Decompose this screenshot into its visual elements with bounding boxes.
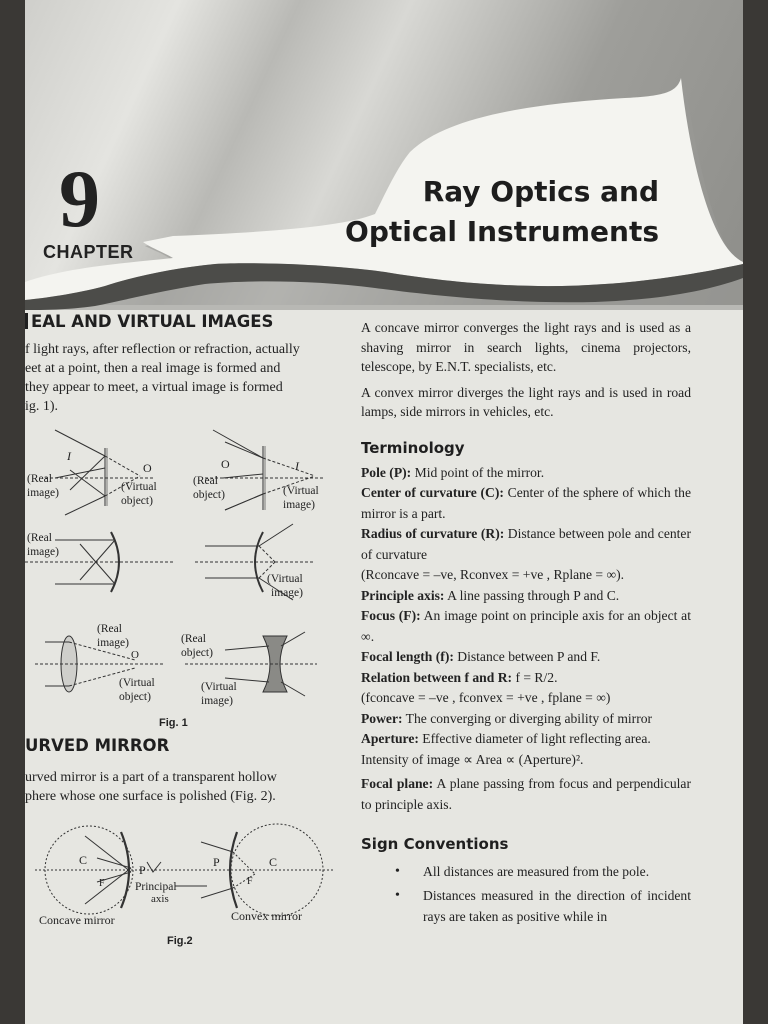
fig1-f-real-object-1: (Real xyxy=(181,633,206,645)
fig2-concave xyxy=(35,826,335,914)
fig1-e-real-image-2: image) xyxy=(97,637,129,649)
chapter-word: CHAPTER xyxy=(43,242,134,262)
fig2-concave-label: Concave mirror xyxy=(39,913,115,927)
fig1-a-real-image-1: (Real xyxy=(27,473,52,485)
term-pole: Pole (P): Mid point of the mirror. xyxy=(361,464,545,480)
term-relation: Relation between f and R: f = R/2. xyxy=(361,669,558,685)
section1-line: f light rays, after reflection or refraction, actually xyxy=(25,342,300,357)
left-column xyxy=(25,312,347,952)
term-focal-signs: (fconcave = –ve , fconvex = +ve , fplane = ∞) xyxy=(361,690,611,705)
chapter-number: 9 xyxy=(59,153,100,244)
fig1-O-label-a: O xyxy=(143,461,152,475)
fig1-c-real-image-1: (Real xyxy=(27,532,52,544)
term-power: Power: The converging or diverging ability of mirror xyxy=(361,710,653,726)
fig2-C-left: C xyxy=(79,853,88,867)
fig1-f-virtual-image-2: image) xyxy=(201,695,233,707)
right-column xyxy=(361,318,691,927)
fig2-caption: Fig.2 xyxy=(167,935,193,947)
section-heading-real-virtual: EAL AND VIRTUAL IMAGES xyxy=(25,312,347,331)
fig2-principal-1: Principal xyxy=(135,881,177,893)
sign-conventions-list xyxy=(361,861,691,927)
chapter-title xyxy=(335,172,659,252)
fig1-caption: Fig. 1 xyxy=(159,717,188,729)
title-line-1: Ray Optics and xyxy=(422,175,659,208)
textbook-page xyxy=(25,0,743,1024)
chapter-banner xyxy=(25,0,743,310)
term-focal-plane: Focal plane: A plane passing from focus and perpendicular to principle axis. xyxy=(361,776,691,812)
section2-paragraph xyxy=(25,768,347,806)
fig2-principal-2: axis xyxy=(151,893,169,905)
fig1-b-real-object-1: (Real xyxy=(193,475,218,487)
term-focus: Focus (F): An image point on principle axis for an object at ∞. xyxy=(361,608,691,644)
term-aperture: Aperture: Effective diameter of light reflecting area. xyxy=(361,731,651,746)
section1-line: eet at a point, then a real image is formed and xyxy=(25,361,281,376)
fig1-b-virtual-image-1: (Virtual xyxy=(283,485,319,497)
fig2-axis-pointer xyxy=(147,862,161,872)
fig1-f-real-object-2: object) xyxy=(181,647,213,659)
fig2-P-right: P xyxy=(213,855,220,869)
list-item: • Distances measured in the direction of incident rays are taken as positive while in xyxy=(361,885,691,927)
fig1-e-real-image-1: (Real xyxy=(97,623,122,635)
term-principle-axis: Principle axis: A line passing through P and C. xyxy=(361,587,620,603)
fig1-c-real-image-2: image) xyxy=(27,546,59,558)
term-center-of-curvature: Center of curvature (C): Center of the sphere of which the mirror is a part. xyxy=(361,485,691,521)
fig2-convex-label: Convex mirror xyxy=(231,909,302,923)
fig1-e-O-label: O xyxy=(131,649,139,661)
section2-line: phere whose one surface is polished (Fig. 2). xyxy=(25,789,276,804)
fig1-O-label-b: O xyxy=(221,457,230,471)
title-line-2: Optical Instruments xyxy=(345,215,659,248)
fig1-e-virtual-object-1: (Virtual xyxy=(119,677,155,689)
section1-line: ig. 1). xyxy=(25,399,59,414)
terminology-heading: Terminology xyxy=(361,438,465,457)
section1-line: they appear to meet, a virtual image is formed xyxy=(25,380,283,395)
figure-2 xyxy=(25,812,347,952)
fig1-a-virtual-object-2: object) xyxy=(121,495,153,507)
sign-conventions-heading: Sign Conventions xyxy=(361,835,509,853)
list-item: • All distances are measured from the pole. xyxy=(361,861,691,882)
fig1-d-virtual-image-2: image) xyxy=(271,587,303,599)
figure-1 xyxy=(25,420,347,730)
fig1-e-virtual-object-2: object) xyxy=(119,691,151,703)
fig2-F-right: F xyxy=(247,876,253,887)
section1-paragraph xyxy=(25,340,347,416)
term-intensity: Intensity of image ∝ Area ∝ (Aperture)². xyxy=(361,751,584,767)
fig2-P-left: P xyxy=(139,863,146,877)
intro-paragraph-convex: A convex mirror diverges the light rays and is used in road lamps, side mirrors in vehicles, etc. xyxy=(361,384,691,419)
section-heading-curved-mirror: URVED MIRROR xyxy=(25,736,170,755)
fig1-I-label-b: I xyxy=(295,459,299,473)
section2-line: urved mirror is a part of a transparent hollow xyxy=(25,770,277,785)
fig1-a-virtual-object-1: (Virtual xyxy=(121,481,157,493)
term-radius-signs: (Rconcave = –ve, Rconvex = +ve , Rplane = ∞). xyxy=(361,567,625,582)
fig1-I-label-a: I xyxy=(67,449,71,463)
fig1-d-virtual-image-1: (Virtual xyxy=(267,573,303,585)
fig1-b-real-object-2: object) xyxy=(193,489,225,501)
fig1-a-real-image-2: image) xyxy=(27,487,59,499)
fig1-b-virtual-image-2: image) xyxy=(283,499,315,511)
term-radius-of-curvature: Radius of curvature (R): Distance between pole and center of curvature xyxy=(361,526,691,562)
fig2-C-right: C xyxy=(269,855,278,869)
term-focal-length: Focal length (f): Distance between P and F. xyxy=(361,649,601,664)
fig2-F-left: F xyxy=(99,878,105,889)
fig1-f-virtual-image-1: (Virtual xyxy=(201,681,237,693)
intro-paragraph-concave: A concave mirror converges the light rays and is used as a shaving mirror in search lights, cinema projectors, telescope, by E.N.T. specialists, etc. xyxy=(361,320,691,374)
